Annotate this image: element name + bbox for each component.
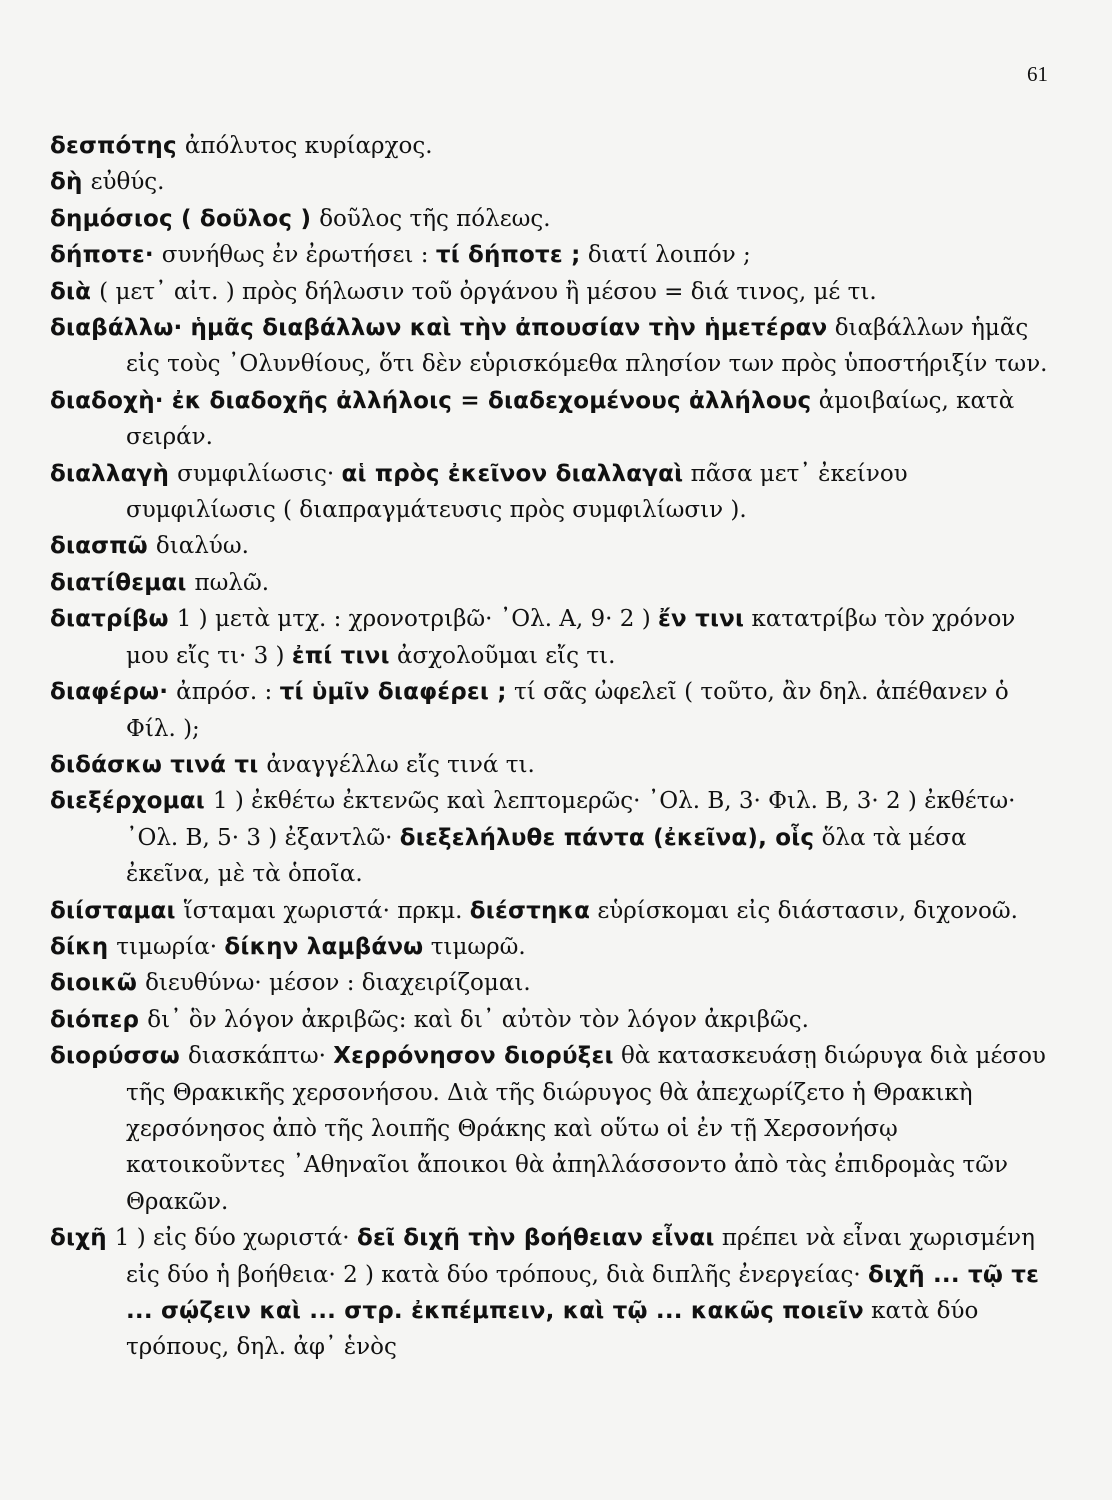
definition: πᾶσα μετ᾽ ἐκείνου συμφιλίωσις ( διαπραγμάτευσις πρὸς συμφιλίωσιν ). [126,460,908,524]
definition: κατὰ δύο τρόπους, δηλ. ἀφ᾽ ἑνὸς [126,1298,979,1361]
headword: διαβάλλω· [50,315,183,342]
entry-diorysso [50,1038,1050,1220]
headword: δεσπότης [50,133,177,159]
definition: συμφιλίωσις· [177,460,335,487]
headword: διατρίβω [50,606,169,633]
definition: ἀσχολοῦμαι εἴς τι. [396,642,616,669]
definition: ( μετ᾽ αἰτ. ) πρὸς δήλωσιν τοῦ ὀργάνου ἢ μέσου = διά τινος, μέ τι. [99,278,877,305]
definition: ὅλα τὰ μέσα ἐκεῖνα, μὲ τὰ ὁποῖα. [126,824,967,888]
definition: ἀμοιβαίως, κατὰ σειράν. [126,387,1015,451]
definition: τί σᾶς ὠφελεῖ ( τοῦτο, ἂν δηλ. ἀπέθανεν ὁ Φίλ. ); [126,679,1009,742]
definition: διασκάπτω· [187,1043,326,1070]
entry-despotes [50,128,1050,164]
entry-didasko [50,747,1050,783]
glossary-entries [50,128,1050,1366]
entry-demosios [50,201,1050,237]
definition: τιμωρία· [116,933,218,960]
page-number: 61 [1027,62,1048,86]
definition: ἀπόλυτος κυρίαρχος. [184,133,433,159]
entry-diallage [50,456,1050,529]
phrase: ἐκ διαδοχῆς ἀλλήλοις = διαδεχομένους ἀλλήλους [171,387,812,414]
entry-diaballo [50,310,1050,383]
headword: διὰ [50,278,92,305]
headword: διδάσκω τινά τι [50,751,259,778]
headword: διασπῶ [50,533,148,560]
phrase: δεῖ διχῆ τὴν βοήθειαν εἶναι [356,1225,715,1252]
definition: συνήθως ἐν ἐρωτήσει : [161,242,429,269]
entry-diistamai [50,893,1050,929]
headword: διατίθεμαι [50,569,187,596]
headword: διοικῶ [50,970,138,997]
definition: ἵσταμαι χωριστά· πρκμ. [183,897,463,924]
entry-depote [50,237,1050,273]
definition: διευθύνω· μέσον : διαχειρίζομαι. [145,970,531,997]
headword: δὴ [50,169,83,196]
entry-dia [50,274,1050,310]
headword: διίσταμαι [50,897,176,924]
definition: ἀπρόσ. : [176,679,273,706]
definition: δι᾽ ὃν λόγον ἀκριβῶς: καὶ δι᾽ αὐτὸν τὸν λόγον ἀκριβῶς. [147,1006,809,1033]
entry-dioper [50,1002,1050,1038]
definition: 1 ) εἰς δύο χωριστά· [114,1225,350,1252]
phrase: ἐπί τινι [291,642,390,669]
phrase: ἡμᾶς διαβάλλων καὶ τὴν ἀπουσίαν τὴν ἡμετέραν [190,315,828,342]
entry-diaspo [50,528,1050,564]
phrase: τί δήποτε ; [435,242,581,269]
headword: διορύσσω [50,1043,180,1070]
phrase: διεξελήλυθε πάντα (ἐκεῖνα), οἷς [399,824,815,851]
phrase: τί ὑμῖν διαφέρει ; [279,679,507,706]
headword: διαλλαγὴ [50,460,170,487]
definition: δοῦλος τῆς πόλεως. [319,205,551,232]
phrase: Χερρόνησον διορύξει [333,1043,614,1070]
entry-diexerchomai [50,783,1050,892]
phrase: αἱ πρὸς ἐκεῖνον διαλλαγαὶ [341,460,684,487]
definition: διαλύω. [155,533,249,560]
definition: τιμωρῶ. [430,933,526,960]
definition: θὰ κατασκευάσῃ διώρυγα διὰ μέσου τῆς Θρακικῆς χερσονήσου. Διὰ τῆς διώρυγος θὰ ἀπεχωρίζετο ἡ Θρακικὴ χερσόνησος ἀπὸ τῆς λοιπῆς Θράκης καὶ οὕτω οἱ ἐν τῇ Χερσονήσῳ κατοικοῦντες ᾽Αθηναῖοι ἄποικοι θὰ ἀπηλλάσσοντο ἀπὸ τὰς ἐπιδρομὰς τῶν Θρακῶν. [126,1043,1046,1215]
headword: διόπερ [50,1006,140,1033]
phrase: δίκην λαμβάνω [224,933,424,960]
definition: ἀναγγέλλω εἴς τινά τι. [266,751,535,778]
definition: πωλῶ. [194,569,270,596]
headword: δήποτε· [50,242,154,269]
headword: διαδοχὴ· [50,387,164,414]
headword: διχῆ [50,1225,107,1252]
headword: δίκη [50,933,109,960]
phrase: ἔν τινι [658,606,745,633]
entry-diatithemai [50,565,1050,601]
entry-diatribo [50,601,1050,674]
entry-diaphero [50,674,1050,747]
entry-diadoche [50,383,1050,456]
entry-de [50,164,1050,200]
definition: κατατρίβω τὸν χρόνον μου εἴς τι· 3 ) [126,606,1016,669]
definition: εὑρίσκομαι εἰς διάστασιν, διχονοῶ. [597,897,1018,924]
definition: 1 ) μετὰ μτχ. : χρονοτριβῶ· ᾽Ολ. Α, 9· 2 ) [176,606,651,633]
headword: διεξέρχομαι [50,788,205,815]
definition: εὐθύς. [90,169,165,196]
definition: πρέπει νὰ εἶναι χωρισμένη εἰς δύο ἡ βοήθεια· 2 ) κατὰ δύο τρόπους, διὰ διπλῆς ἐνεργείας· [126,1225,1035,1288]
headword: διαφέρω· [50,679,169,706]
definition: 1 ) ἐκθέτω ἐκτενῶς καὶ λεπτομερῶς· ᾽Ολ. Β, 3· Φιλ. Β, 3· 2 ) ἐκθέτω· ᾽Ολ. Β, 5· 3 ) ἐξαντλῶ· [126,788,1016,851]
headword: δημόσιος ( δοῦλος ) [50,205,312,232]
definition: διαβάλλων ἡμᾶς εἰς τοὺς ᾽Ολυνθίους, ὅτι δὲν εὑρισκόμεθα πλησίον των πρὸς ὑποστήριξίν των. [126,315,1048,378]
entry-dike [50,929,1050,965]
phrase: διχῆ ... τῷ τε ... σῴζειν καὶ ... στρ. ἐκπέμπειν, καὶ τῷ ... κακῶς ποιεῖν [126,1261,1040,1324]
definition: διατί λοιπόν ; [587,242,751,269]
entry-diche [50,1220,1050,1366]
entry-dioiko [50,965,1050,1001]
phrase: διέστηκα [469,897,591,924]
